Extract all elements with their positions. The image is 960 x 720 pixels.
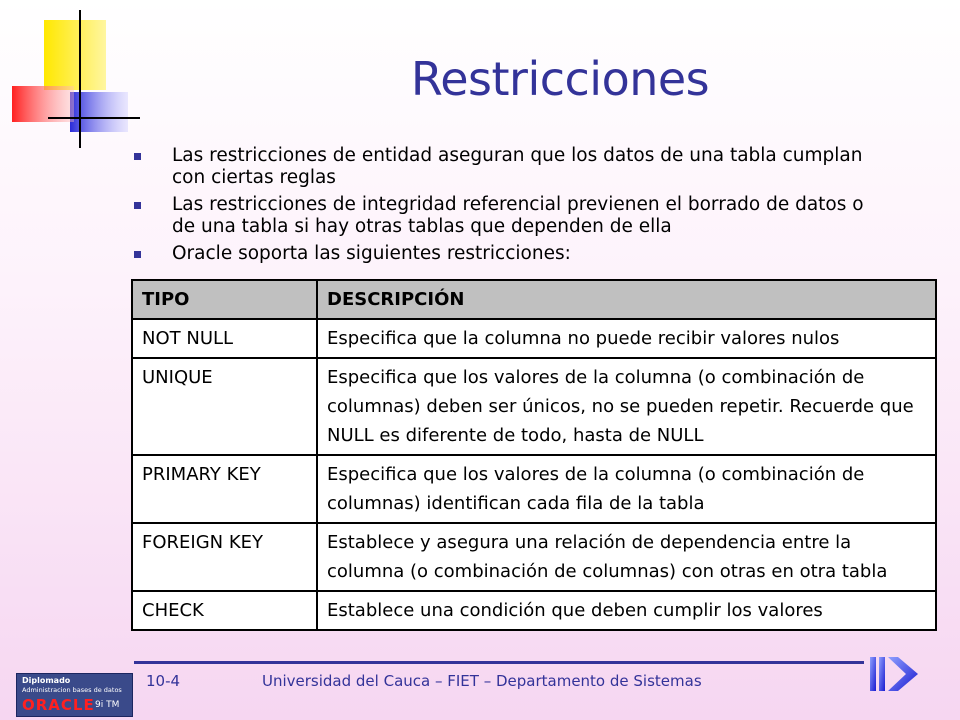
- footer-text: Universidad del Cauca – FIET – Departamento de Sistemas: [262, 672, 702, 690]
- oracle-diplomado-logo: [16, 673, 133, 717]
- square-bullet-icon: [134, 153, 141, 160]
- cell-tipo: CHECK: [132, 591, 317, 630]
- cell-descripcion: Especifica que los valores de la columna (o combinación de columnas) deben ser únicos, no se pueden repetir. Recuerde que NULL es diferente de todo, hasta de NULL: [317, 358, 936, 455]
- table-row: [132, 319, 936, 358]
- footer-divider: [134, 661, 864, 664]
- corner-decoration: [0, 0, 140, 150]
- cell-descripcion: Establece una condición que deben cumplir los valores: [317, 591, 936, 630]
- cell-tipo: FOREIGN KEY: [132, 523, 317, 591]
- header-tipo: TIPO: [132, 280, 317, 319]
- header-descripcion: DESCRIPCIÓN: [317, 280, 936, 319]
- next-slide-button[interactable]: [868, 654, 920, 696]
- cell-descripcion: Especifica que la columna no puede recibir valores nulos: [317, 319, 936, 358]
- next-arrow-icon: [868, 654, 920, 696]
- corner-decoration-icon: [0, 0, 140, 150]
- logo-line1: Diplomado: [22, 676, 71, 685]
- square-bullet-icon: [134, 251, 141, 258]
- square-bullet-icon: [134, 202, 141, 209]
- cell-tipo: PRIMARY KEY: [132, 455, 317, 523]
- cell-descripcion: Especifica que los valores de la columna (o combinación de columnas) identifican cada fila de la tabla: [317, 455, 936, 523]
- cell-tipo: NOT NULL: [132, 319, 317, 358]
- table-row: [132, 455, 936, 523]
- cell-tipo: UNIQUE: [132, 358, 317, 455]
- table-row: [132, 591, 936, 630]
- logo-line2: Administracion bases de datos: [22, 686, 122, 694]
- slide-title: Restricciones: [410, 52, 710, 106]
- bullet-list: [134, 145, 874, 270]
- table-header-row: [132, 280, 936, 319]
- logo-line3: ORACLE: [22, 696, 95, 714]
- constraints-table: [131, 279, 937, 631]
- cell-descripcion: Establece y asegura una relación de dependencia entre la columna (o combinación de columnas) con otras en otra tabla: [317, 523, 936, 591]
- table-row: [132, 523, 936, 591]
- bullet-text: Las restricciones de entidad aseguran que los datos de una tabla cumplan con ciertas reglas: [172, 145, 863, 188]
- table-row: [132, 358, 936, 455]
- bullet-item: [134, 145, 874, 189]
- logo-line4: 9i TM: [95, 700, 120, 710]
- page-number: 10-4: [146, 672, 181, 690]
- bullet-item: [134, 243, 874, 265]
- bullet-text: Oracle soporta las siguientes restricciones:: [172, 243, 571, 264]
- bullet-text: Las restricciones de integridad referencial previenen el borrado de datos o de una tabla si hay otras tablas que dependen de ella: [172, 194, 864, 237]
- bullet-item: [134, 194, 874, 238]
